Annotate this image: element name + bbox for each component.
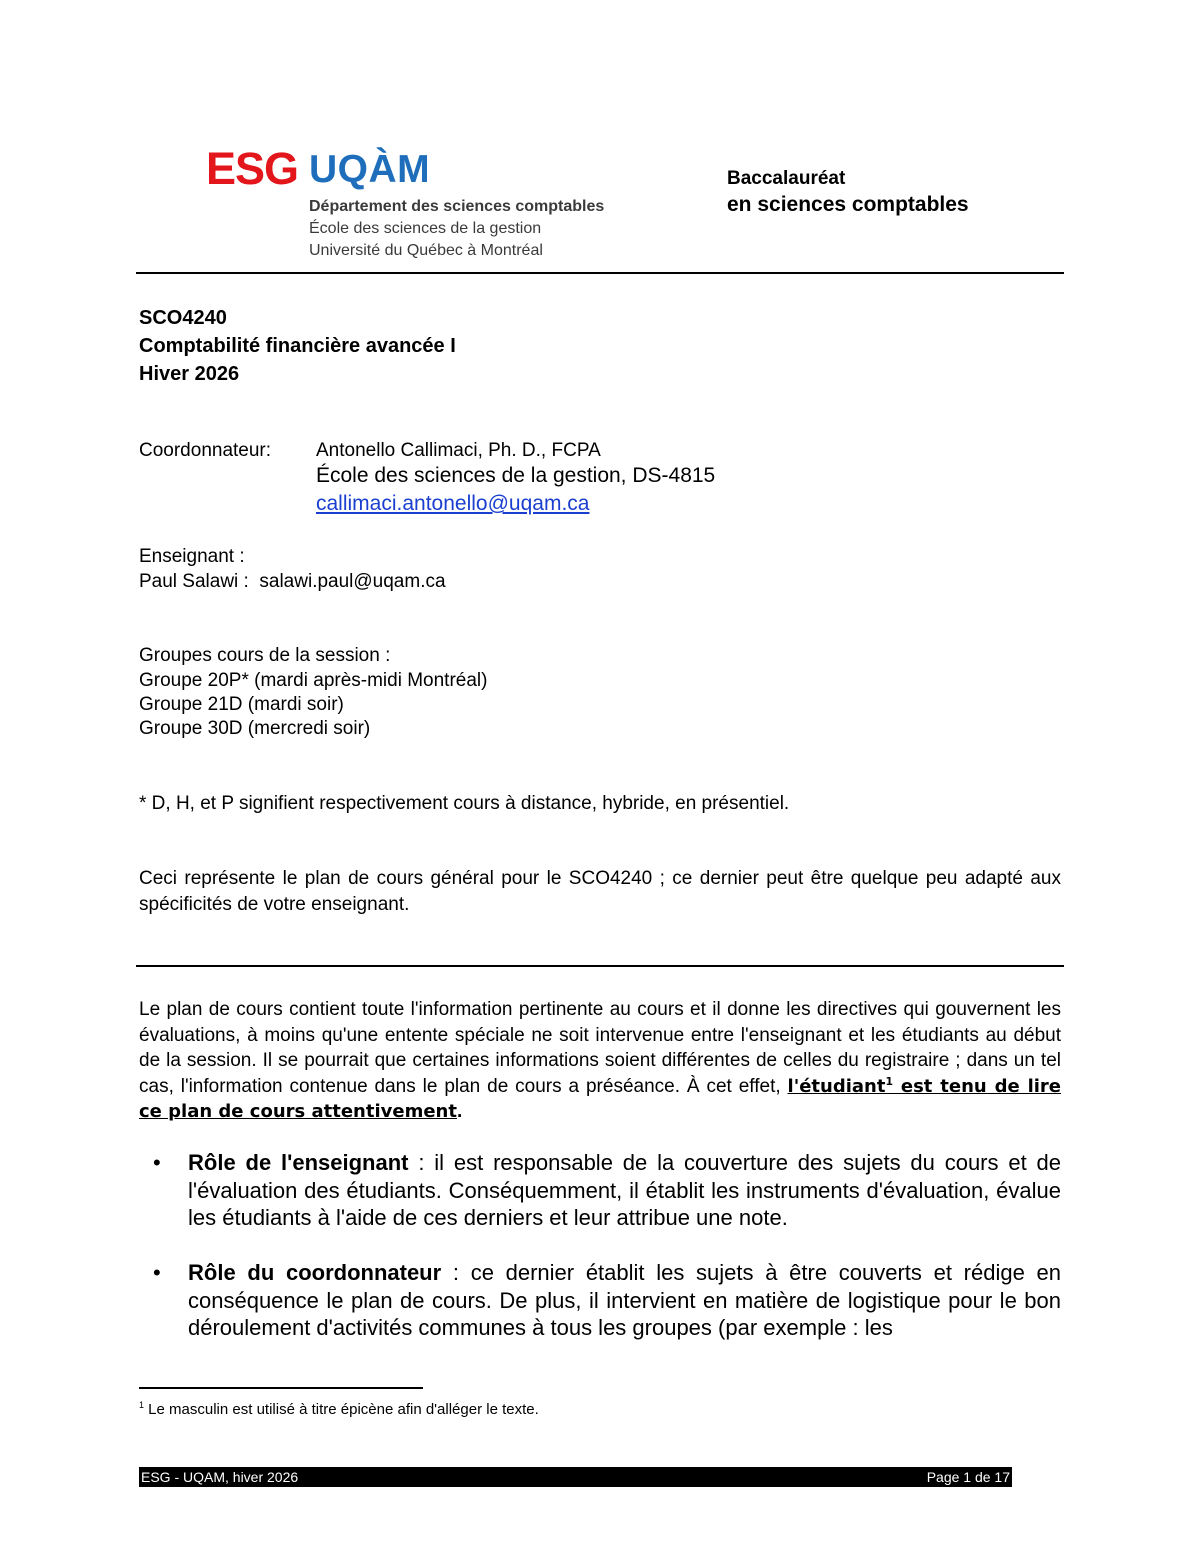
bullet-dot-icon: •: [153, 1150, 161, 1175]
course-code: SCO4240: [139, 307, 227, 329]
emphasis-student: l'étudiant: [787, 1075, 886, 1097]
bullet-item-coordinator-role: [188, 1259, 1061, 1342]
course-term: Hiver 2026: [139, 363, 240, 385]
bullet-title: Rôle du coordonnateur: [188, 1260, 442, 1285]
coordinator-email-link[interactable]: callimaci.antonello@uqam.ca: [316, 492, 590, 515]
program-line-1: Baccalauréat: [727, 168, 846, 189]
header-divider: [136, 272, 1064, 274]
coordinator-label: Coordonnateur:: [139, 440, 272, 461]
main-paragraph-text: Le plan de cours contient toute l'information pertinente au cours et il donne les directives qui gouvernent les évaluations, à moins qu'une entente spéciale ne soit intervenue entre l'enseignant et les étudiants au début de la session. Il se pourrait que certaines informations soient différentes de celles du registraire ; dans un tel cas, l'information contenue dans le plan de cours a préséance.: [139, 999, 1061, 1097]
uqam-logo-text: UQÀM: [309, 148, 431, 191]
footnote-number: 1: [139, 1400, 145, 1410]
main-paragraph: [139, 997, 1061, 1125]
paragraph-end: .: [456, 1101, 463, 1122]
teacher-label: Enseignant :: [139, 546, 245, 567]
footnote-text: Le masculin est utilisé à titre épicène afin d'alléger le texte.: [144, 1401, 539, 1418]
intro-paragraph: Ceci représente le plan de cours général pour le SCO4240 ; ce dernier peut être quelque peu adapté aux spécificités de votre enseignant.: [139, 868, 1061, 915]
bullet-item-teacher-role: [188, 1149, 1061, 1232]
footnote-ref: 1: [885, 1074, 893, 1088]
school-name: École des sciences de la gestion: [309, 220, 542, 237]
group-item: Groupe 21D (mardi soir): [139, 694, 344, 715]
groups-heading: Groupes cours de la session :: [139, 645, 391, 666]
university-name: Université du Québec à Montréal: [309, 242, 543, 259]
group-item: Groupe 30D (mercredi soir): [139, 718, 371, 739]
esg-logo-text: ESG: [206, 143, 299, 194]
teacher-line: Paul Salawi : salawi.paul@uqam.ca: [139, 571, 446, 592]
bullet-dot-icon: •: [153, 1260, 161, 1285]
footer-left-text: ESG - UQAM, hiver 2026: [141, 1469, 299, 1485]
section-divider: [136, 965, 1064, 967]
page-number: Page 1 de 17: [926, 1469, 1010, 1485]
group-item: Groupe 20P* (mardi après-midi Montréal): [139, 670, 488, 691]
course-name: Comptabilité financière avancée I: [139, 335, 456, 357]
footnote: [139, 1401, 539, 1418]
footnote-divider: [139, 1387, 423, 1389]
main-paragraph-lead: À cet effet,: [686, 1075, 788, 1097]
department-name: Département des sciences comptables: [309, 198, 605, 215]
bullet-text: : ce dernier établit les sujets à être couverts et rédige en conséquence le plan de cours. De plus, il intervient en matière de logistique pour le bon déroulement d'activités communes à tous les groupes (par exemple : les: [188, 1260, 1061, 1340]
program-line-2: en sciences comptables: [727, 193, 969, 216]
coordinator-office: École des sciences de la gestion, DS-4815: [316, 464, 716, 487]
emphasis-must-read: est tenu de lire ce plan de cours attentivement: [139, 1075, 1062, 1122]
delivery-mode-note: * D, H, et P signifient respectivement cours à distance, hybride, en présentiel.: [139, 793, 790, 814]
bullet-title: Rôle de l'enseignant: [188, 1150, 409, 1175]
bullet-text: : il est responsable de la couverture des sujets du cours et de l'évaluation des étudiants. Conséquemment, il établit les instruments d'évaluation, évalue les étudiants à l'aide de ces derniers et leur attribue une note.: [188, 1150, 1061, 1230]
coordinator-name: Antonello Callimaci, Ph. D., FCPA: [316, 440, 601, 461]
